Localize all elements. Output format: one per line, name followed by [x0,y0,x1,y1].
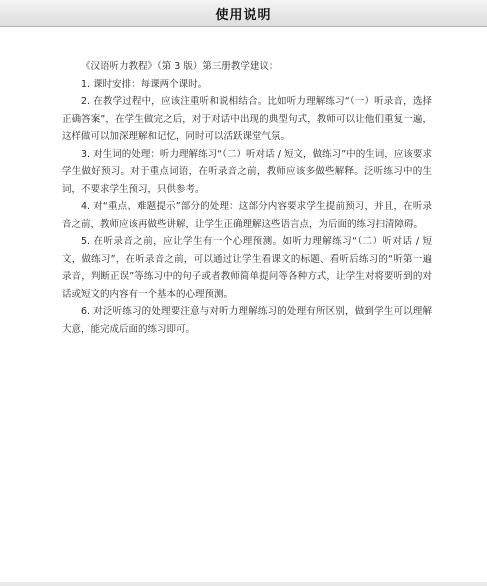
intro-line: 《汉语听力教程》（第 3 版）第三册教学建议： [81,61,279,72]
title-bar [0,0,487,27]
paragraph-6: 6. 对泛听练习的处理要注意与对听力理解练习的处理有所区别，做到学生可以理解大意，能完成后面的练习即可。 [62,306,432,335]
paragraph-2: 2. 在教学过程中，应该注重听和说相结合。比如听力理解练习“（一）听录音，选择正确答案”，在学生做完之后，对于对话中出现的典型句式，教师可以让他们重复一遍，这样做可以加深理解和记忆，同时可以活跃课堂气氛。 [62,96,432,142]
page-title: 使用说明 [215,7,272,23]
paragraph-3: 3. 对生词的处理：听力理解练习“（二）听对话 / 短文，做练习”中的生词，应该要求学生做好预习。对于重点词语，在听录音之前，教师应该多做些解释。泛听练习中的生词，不要求学生预习，只供参考。 [62,148,432,195]
paragraph-1: 1. 课时安排：每课两个课时。 [81,78,208,90]
bottom-edge [0,582,487,586]
document-body [62,58,432,338]
paragraph-5: 5. 在听录音之前，应让学生有一个心理预测。如听力理解练习“（二）听对话 / 短文，做练习”，在听录音之前，可以通过让学生看课文的标题、看听后练习的“听第一遍录音，判断正误”等练习中的句子或者教师简单提问等各种方式，让学生对将要听到的对话或短文的内容有一个基本的心理预测。 [62,236,432,300]
paragraph-4: 4. 对“重点、难题提示”部分的处理：这部分内容要求学生提前预习，并且，在听录音之前，教师应该再做些讲解，让学生正确理解这些语言点，为后面的练习扫清障碍。 [62,201,432,230]
